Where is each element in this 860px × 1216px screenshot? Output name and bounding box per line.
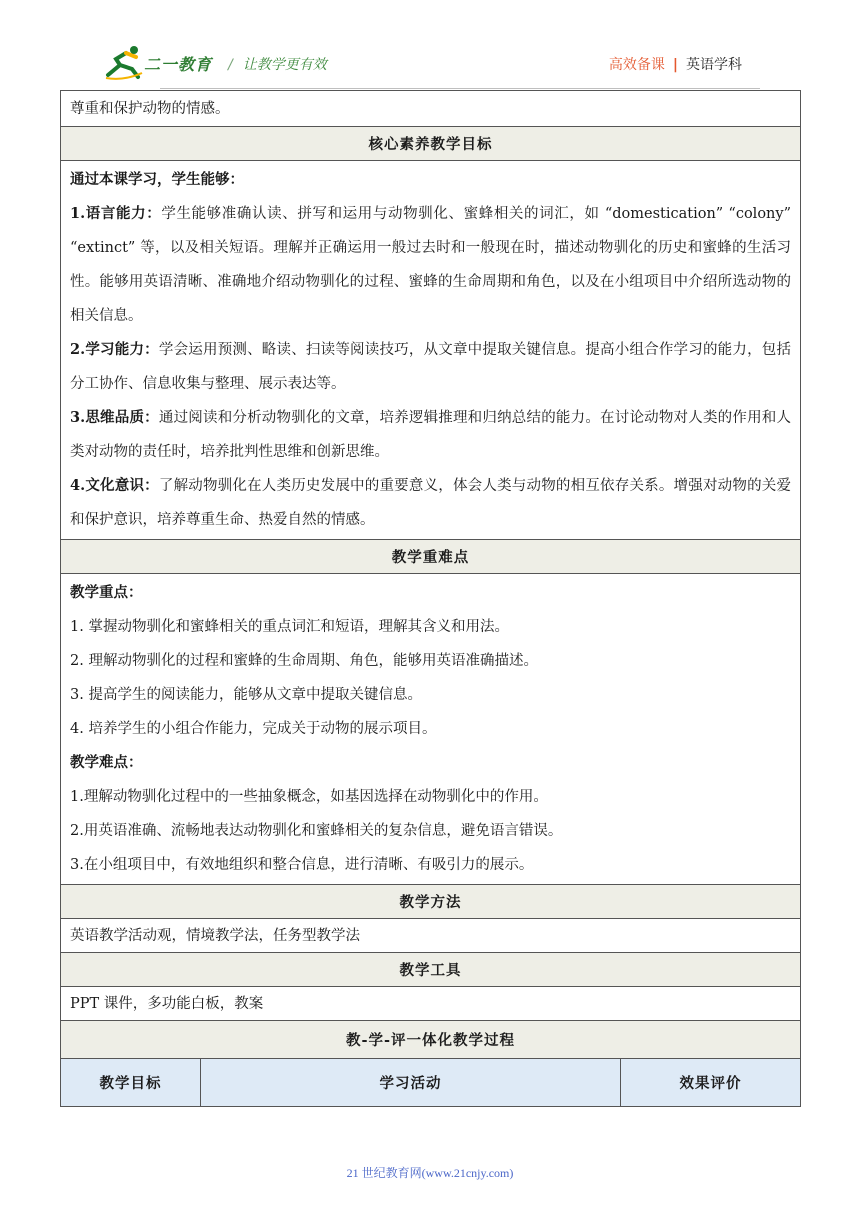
section-methods — [61, 885, 801, 919]
key-points-label: 教学重点： — [70, 584, 143, 601]
section-key-points — [61, 540, 801, 574]
methods-text: 英语教学活动观，情境教学法，任务型教学法 — [61, 919, 801, 953]
goal-label: 3.思维品质： — [70, 409, 159, 426]
key-points-row — [61, 574, 801, 885]
tools-row — [61, 987, 801, 1021]
runner-logo-icon — [104, 45, 144, 81]
core-goals-cell — [61, 161, 801, 540]
goal-label: 2.学习能力： — [70, 341, 159, 358]
lesson-plan-table — [60, 90, 801, 1107]
section-title: 核心素养教学目标 — [61, 127, 801, 161]
tools-text: PPT 课件，多功能白板，教案 — [61, 987, 801, 1021]
goal-text: 了解动物驯化在人类历史发展中的重要意义，体会人类与动物的相互依存关系。增强对动物的关爱和保护意识，培养尊重生命、热爱自然的情感。 — [70, 478, 791, 528]
site-logo[interactable] — [104, 44, 212, 82]
section-process — [61, 1021, 801, 1059]
column-header-goal: 教学目标 — [61, 1059, 201, 1107]
section-tools — [61, 953, 801, 987]
core-goals-row — [61, 161, 801, 540]
section-title: 教-学-评一体化教学过程 — [61, 1021, 801, 1059]
goal-thinking — [70, 401, 791, 469]
header-subject-tag — [609, 54, 742, 74]
goal-culture — [70, 469, 791, 537]
list-item: 1. 掌握动物驯化和蜜蜂相关的重点词汇和短语，理解其含义和用法。 — [70, 619, 509, 635]
continuation-text: 尊重和保护动物的情感。 — [61, 91, 801, 127]
list-item: 2. 理解动物驯化的过程和蜜蜂的生命周期、角色，能够用英语准确描述。 — [70, 653, 538, 669]
column-header-activity: 学习活动 — [201, 1059, 621, 1107]
page-footer[interactable] — [0, 1164, 860, 1181]
section-title: 教学重难点 — [61, 540, 801, 574]
column-header-evaluation: 效果评价 — [621, 1059, 801, 1107]
goal-text: 通过阅读和分析动物驯化的文章，培养逻辑推理和归纳总结的能力。在讨论动物对人类的作用和人类对动物的责任时，培养批判性思维和创新思维。 — [70, 410, 791, 460]
continuation-row — [61, 91, 801, 127]
goal-text: 学生能够准确认读、拼写和运用与动物驯化、蜜蜂相关的词汇，如 “domestication” “colony” “extinct” 等，以及相关短语。理解并正确运用一般过去时和一般现在时，描述动物驯化的历史和蜜蜂的生活习性。能够用英语清晰、准确地介绍动物驯化的过程、蜜蜂的生命周期和角色，以及在小组项目中介绍所选动物的相关信息。 — [70, 206, 791, 324]
section-title: 教学方法 — [61, 885, 801, 919]
slogan-divider: / — [228, 57, 233, 73]
slogan-text: 让教学更有效 — [242, 57, 327, 73]
goal-language — [70, 197, 791, 333]
section-title: 教学工具 — [61, 953, 801, 987]
difficult-points-label: 教学难点： — [70, 754, 143, 771]
logo-text: 二一教育 — [144, 54, 213, 74]
list-item: 3. 提高学生的阅读能力，能够从文章中提取关键信息。 — [70, 687, 422, 703]
footer-link[interactable]: 21 世纪教育网(www.21cnjy.com) — [346, 1166, 514, 1180]
tag-highlight: 高效备课 — [608, 57, 665, 73]
core-intro: 通过本课学习，学生能够： — [70, 171, 244, 188]
methods-row — [61, 919, 801, 953]
header-slogan — [228, 54, 327, 74]
list-item: 4. 培养学生的小组合作能力，完成关于动物的展示项目。 — [70, 721, 437, 737]
process-column-headers — [61, 1059, 801, 1107]
list-item: 3.在小组项目中，有效地组织和整合信息，进行清晰、有吸引力的展示。 — [70, 857, 534, 873]
tag-subject: 英语学科 — [686, 57, 742, 73]
key-points-cell — [61, 574, 801, 885]
tag-separator: | — [672, 57, 678, 73]
list-item: 1.理解动物驯化过程中的一些抽象概念，如基因选择在动物驯化中的作用。 — [70, 789, 548, 805]
section-core-goals — [61, 127, 801, 161]
goal-label: 4.文化意识： — [70, 477, 159, 494]
goal-label: 1.语言能力： — [70, 205, 162, 222]
goal-text: 学会运用预测、略读、扫读等阅读技巧，从文章中提取关键信息。提高小组合作学习的能力，包括分工协作、信息收集与整理、展示表达等。 — [70, 342, 791, 392]
goal-learning — [70, 333, 791, 401]
page-header — [60, 44, 760, 90]
header-rule — [160, 88, 760, 89]
list-item: 2.用英语准确、流畅地表达动物驯化和蜜蜂相关的复杂信息，避免语言错误。 — [70, 823, 563, 839]
